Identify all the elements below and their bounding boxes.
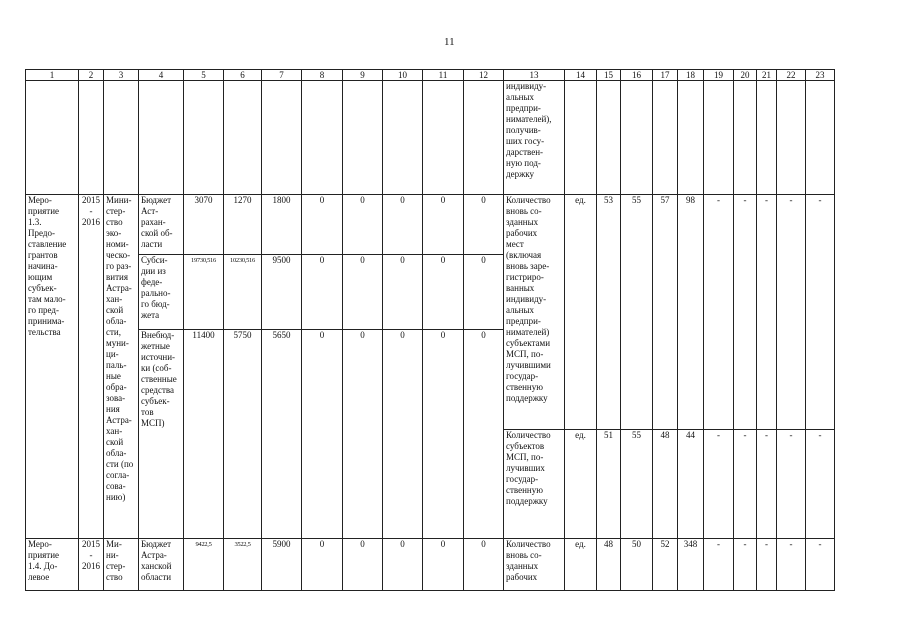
header-cell: 14 <box>565 70 597 81</box>
cell-value: 0 <box>423 255 464 330</box>
header-cell: 9 <box>343 70 383 81</box>
header-cell: 22 <box>777 70 806 81</box>
cell-value: - <box>704 430 734 539</box>
header-cell: 11 <box>423 70 464 81</box>
cell-value: - <box>734 539 757 591</box>
cell-value: 0 <box>302 330 343 539</box>
cell-value: - <box>806 430 835 539</box>
cell-value: 0 <box>343 539 383 591</box>
cell-value: 3522,5 <box>224 539 262 591</box>
cell-value: - <box>757 195 777 430</box>
cell-value: 0 <box>423 195 464 255</box>
header-cell: 8 <box>302 70 343 81</box>
program-table <box>25 69 835 591</box>
cell-value: - <box>806 195 835 430</box>
cell-value: 52 <box>653 539 678 591</box>
cell-value: 0 <box>302 539 343 591</box>
measure-name: Меро- приятие 1.4. До- левое <box>26 539 79 591</box>
cell-value: 0 <box>464 255 504 330</box>
cell-value: 0 <box>423 539 464 591</box>
indicator-text: индивиду- альных предпри- нимателей), получив- ших госу- дарствен- ную под- держку <box>504 81 565 195</box>
cell-value: 0 <box>343 330 383 539</box>
cell-value: - <box>777 539 806 591</box>
cell-value: 0 <box>464 539 504 591</box>
cell-value: 5900 <box>262 539 302 591</box>
cell-value: 0 <box>383 255 423 330</box>
cell-value: 1270 <box>224 195 262 255</box>
cell-value: - <box>704 539 734 591</box>
indicator-text: Количество вновь со- зданных рабочих <box>504 539 565 591</box>
cell-value: 5750 <box>224 330 262 539</box>
header-cell: 7 <box>262 70 302 81</box>
cell-value: - <box>777 195 806 430</box>
cell-value: 48 <box>653 430 678 539</box>
header-cell: 6 <box>224 70 262 81</box>
cell-value: 348 <box>678 539 704 591</box>
cell-value: - <box>734 430 757 539</box>
cell-value: 0 <box>383 195 423 255</box>
header-cell: 23 <box>806 70 835 81</box>
header-cell: 3 <box>104 70 139 81</box>
cell-value: 98 <box>678 195 704 430</box>
cell-value: 0 <box>302 255 343 330</box>
cell-value: 0 <box>383 330 423 539</box>
header-cell: 5 <box>184 70 224 81</box>
cell-value: - <box>734 195 757 430</box>
cell-value: - <box>757 539 777 591</box>
header-row <box>26 70 835 81</box>
cell-value: 50 <box>621 539 653 591</box>
header-cell: 13 <box>504 70 565 81</box>
funding-source: Бюджет Астра- ханской области <box>139 539 184 591</box>
cell-value: 0 <box>423 330 464 539</box>
cell-value: 0 <box>302 195 343 255</box>
indicator-text: Количество вновь со- зданных рабочих мест (включая вновь заре- гистриро- ванных индивиду- альных предпри- нимателей) субъектами МСП, по- лучившими государ- ственную поддержку <box>504 195 565 430</box>
measure-executor: Мини- стер- ство эко- номи- ческо- го раз- вития Астра- хан- ской обла- сти, муни- ци- паль- ные обра- зова- ния Астра- хан- ской обла- сти (по согла- сова- нию) <box>104 195 139 539</box>
cell-value: 55 <box>621 430 653 539</box>
header-cell: 17 <box>653 70 678 81</box>
cell-value: 0 <box>383 539 423 591</box>
cell-value: 19730,516 <box>184 255 224 330</box>
cell-value: 57 <box>653 195 678 430</box>
header-cell: 10 <box>383 70 423 81</box>
funding-source: Субси- дии из феде- рально- го бюд- жета <box>139 255 184 330</box>
cell-value: 0 <box>464 195 504 255</box>
continuation-row <box>26 81 835 195</box>
measure-years: 2015 - 2016 <box>79 539 104 591</box>
header-cell: 20 <box>734 70 757 81</box>
unit: ед. <box>565 430 597 539</box>
header-cell: 4 <box>139 70 184 81</box>
cell-value: 53 <box>597 195 621 430</box>
header-cell: 15 <box>597 70 621 81</box>
header-cell: 21 <box>757 70 777 81</box>
measure-name: Меро- приятие 1.3. Предо- ставление грантов начина- ющим субъек- там мало- го пред- принима- тельства <box>26 195 79 539</box>
cell-value: 9500 <box>262 255 302 330</box>
funding-source: Бюджет Аст- рахан- ской об- ласти <box>139 195 184 255</box>
header-cell: 2 <box>79 70 104 81</box>
cell-value: 51 <box>597 430 621 539</box>
cell-value: 0 <box>343 255 383 330</box>
cell-value: 11400 <box>184 330 224 539</box>
cell-value: 44 <box>678 430 704 539</box>
cell-value: - <box>704 195 734 430</box>
cell-value: 10230,516 <box>224 255 262 330</box>
cell-value: 55 <box>621 195 653 430</box>
table-row <box>26 539 835 591</box>
header-cell: 12 <box>464 70 504 81</box>
header-cell: 1 <box>26 70 79 81</box>
table-row <box>26 195 835 255</box>
cell-value: - <box>806 539 835 591</box>
cell-value: - <box>777 430 806 539</box>
cell-value: 0 <box>343 195 383 255</box>
cell-value: - <box>757 430 777 539</box>
page-number: 11 <box>444 36 455 48</box>
cell-value: 3070 <box>184 195 224 255</box>
header-cell: 18 <box>678 70 704 81</box>
cell-value: 0 <box>464 330 504 539</box>
header-cell: 16 <box>621 70 653 81</box>
unit: ед. <box>565 195 597 430</box>
indicator-text: Количество субъектов МСП, по- лучивших государ- ственную поддержку <box>504 430 565 539</box>
cell-value: 48 <box>597 539 621 591</box>
header-cell: 19 <box>704 70 734 81</box>
measure-executor: Ми- ни- стер- ство <box>104 539 139 591</box>
cell-value: 9422,5 <box>184 539 224 591</box>
measure-years: 2015 - 2016 <box>79 195 104 539</box>
funding-source: Внебюд- жетные источни- ки (соб- ственные средства субъек- тов МСП) <box>139 330 184 539</box>
unit: ед. <box>565 539 597 591</box>
cell-value: 1800 <box>262 195 302 255</box>
cell-value: 5650 <box>262 330 302 539</box>
